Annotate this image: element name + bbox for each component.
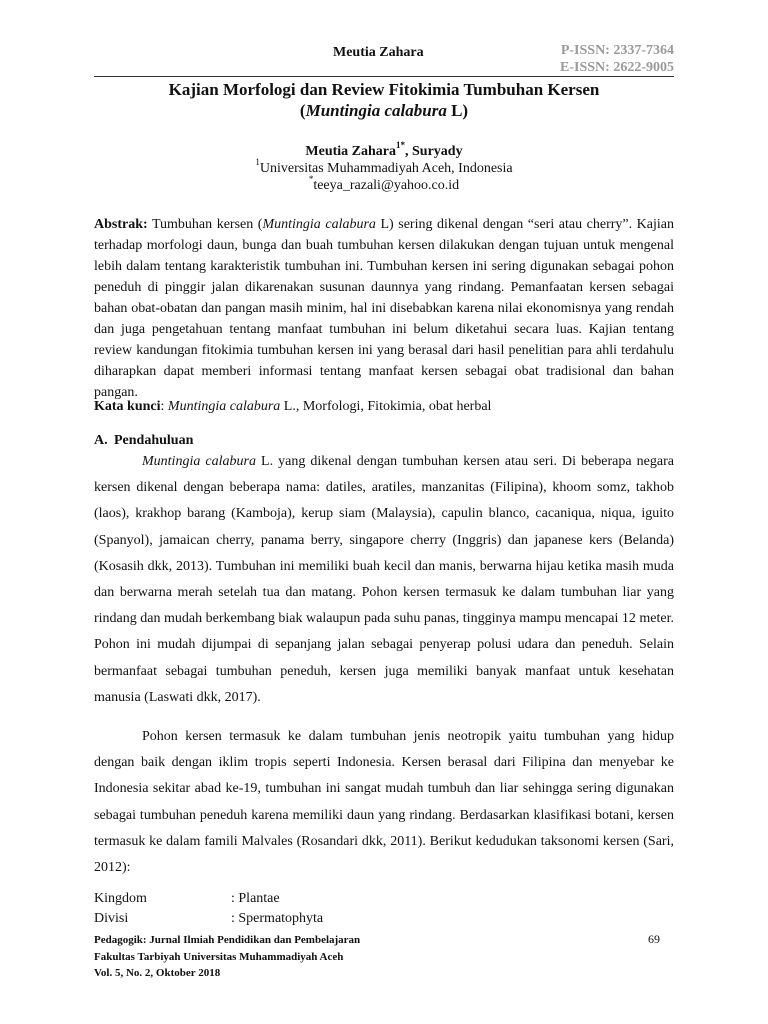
abstract-text-1: Tumbuhan kersen ( [147, 217, 263, 232]
taxonomy-key: Kingdom [94, 891, 147, 906]
title-species: Muntingia calabura [305, 101, 447, 120]
title-paren: ( [299, 101, 306, 120]
author-1-sup: 1* [396, 140, 406, 150]
affiliation [94, 157, 674, 177]
paragraph-1-species: Muntingia calabura [142, 454, 256, 469]
author-1: Meutia Zahara [305, 144, 397, 159]
title-line-1: Kajian Morfologi dan Review Fitokimia Tumbuhan Kersen [168, 80, 600, 99]
affiliation-sup: 1 [255, 157, 260, 167]
keywords-colon: : [160, 399, 168, 414]
running-header-author: Meutia Zahara [333, 45, 424, 60]
author-names [94, 140, 674, 160]
email-text: teeya_razali@yahoo.co.id [313, 178, 460, 193]
paper-title [94, 79, 674, 121]
page-number: 69 [648, 932, 660, 946]
paragraph-1 [94, 449, 674, 711]
title-species-suffix: L) [446, 101, 469, 120]
author-block [94, 140, 674, 194]
author-2: , Suryady [405, 144, 463, 159]
taxonomy-row [94, 909, 323, 929]
abstract-label: Abstrak: [94, 217, 148, 232]
taxonomy-key: Divisi [94, 911, 129, 926]
taxonomy-value: : Spermatophyta [231, 911, 324, 926]
keywords-label: Kata kunci [94, 399, 161, 414]
taxonomy-list [94, 889, 323, 929]
affiliation-text: Universitas Muhammadiyah Aceh, Indonesia [259, 161, 513, 176]
abstract-text-2: L) sering dikenal dengan “seri atau cherry”. Kajian terhadap morfologi daun, bunga dan buah tumbuhan kersen dilakukan dengan tujuan untuk mengenal lebih dalam tentang karakteristik tumbuhan ini. Tumbuhan kersen ini sering digunakan sebagai pohon peneduh di pinggir jalan dikarenakan susunan daunnya yang rindang. Pemanfaatan kersen sebagai bahan obat-obatan dan pangan masih minim, hal ini disebabkan karena nilai ekonomisnya yang rendah dan juga pengetahuan tentang manfaat tumbuhan ini belum diketahui secara luas. Kajian tentang review kandungan fitokimia tumbuhan kersen ini yang berasal dari hasil penelitian para ahli terdahulu diharapkan dapat memberi informasi tentang manfaat kersen sebagai obat tradisional dan bahan pangan. [94, 217, 674, 400]
section-title: Pendahuluan [114, 433, 194, 448]
abstract-species: Muntingia calabura [262, 217, 376, 232]
footer-journal: Pedagogik: Jurnal Ilmiah Pendidikan dan Pembelajaran [94, 934, 361, 946]
paragraph-1-text: L. yang dikenal dengan tumbuhan kersen atau seri. Di beberapa negara kersen dikenal dengan beberapa nama: datiles, aratiles, manzanitas (Filipina), khoom somz, takhob (laos), krakhop barang (Kamboja), kerup siam (Malaysia), capulin blanco, cacaniqua, niqua, iguito (Spanyol), jamaican cherry, panama berry, singapore cherry (Inggris) dan japanese kers (Belanda) (Kosasih dkk, 2013). Tumbuhan ini memiliki buah kecil dan manis, berwarna hijau ketika masih muda dan berwarna merah setelah tua dan matang. Pohon kersen termasuk ke dalam tumbuhan liar yang rindang dan mudah berkembang biak walaupun pada suhu panas, tingginya mampu mencapai 12 meter. Pohon ini mudah dijumpai di sepanjang jalan sebagai penyerap polusi udara dan peneduh. Selain bermanfaat sebagai tumbuhan peneduh, kersen juga memiliki banyak manfaat untuk kesehatan manusia (Laswati dkk, 2017). [94, 454, 674, 705]
email [94, 174, 674, 194]
e-issn: E-ISSN: 2622-9005 [560, 60, 674, 75]
title-line-2 [94, 100, 674, 121]
paragraph-2: Pohon kersen termasuk ke dalam tumbuhan jenis neotropik yaitu tumbuhan yang hidup dengan baik dengan iklim tropis seperti Indonesia. Kersen berasal dari Filipina dan menyebar ke Indonesia sekitar abad ke-19, tumbuhan ini sangat mudah tumbuh dan liar sehingga sering digunakan sebagai tumbuhan peneduh karena memiliki daun yang rindang. Berdasarkan klasifikasi botani, kersen termasuk ke dalam famili Malvales (Rosandari dkk, 2011). Berikut kedudukan taksonomi kersen (Sari, 2012): [94, 729, 674, 876]
footer-faculty: Fakultas Tarbiyah Universitas Muhammadiyah Aceh [94, 950, 344, 963]
abstract [94, 214, 674, 403]
taxonomy-row [94, 889, 323, 909]
section-heading [94, 433, 193, 449]
keywords-rest: L., Morfologi, Fitokimia, obat herbal [280, 399, 492, 414]
taxonomy-value: : Plantae [231, 891, 280, 906]
email-sup: * [308, 174, 314, 184]
p-issn: P-ISSN: 2337-7364 [560, 43, 674, 58]
keywords-species: Muntingia calabura [167, 399, 281, 414]
header-rule [94, 76, 674, 77]
body-text [94, 449, 674, 894]
section-number: A. [94, 433, 108, 448]
footer-volume: Vol. 5, No. 2, Oktober 2018 [94, 967, 221, 979]
issn-block [560, 42, 674, 76]
keywords [94, 399, 674, 415]
journal-footer [94, 932, 360, 982]
